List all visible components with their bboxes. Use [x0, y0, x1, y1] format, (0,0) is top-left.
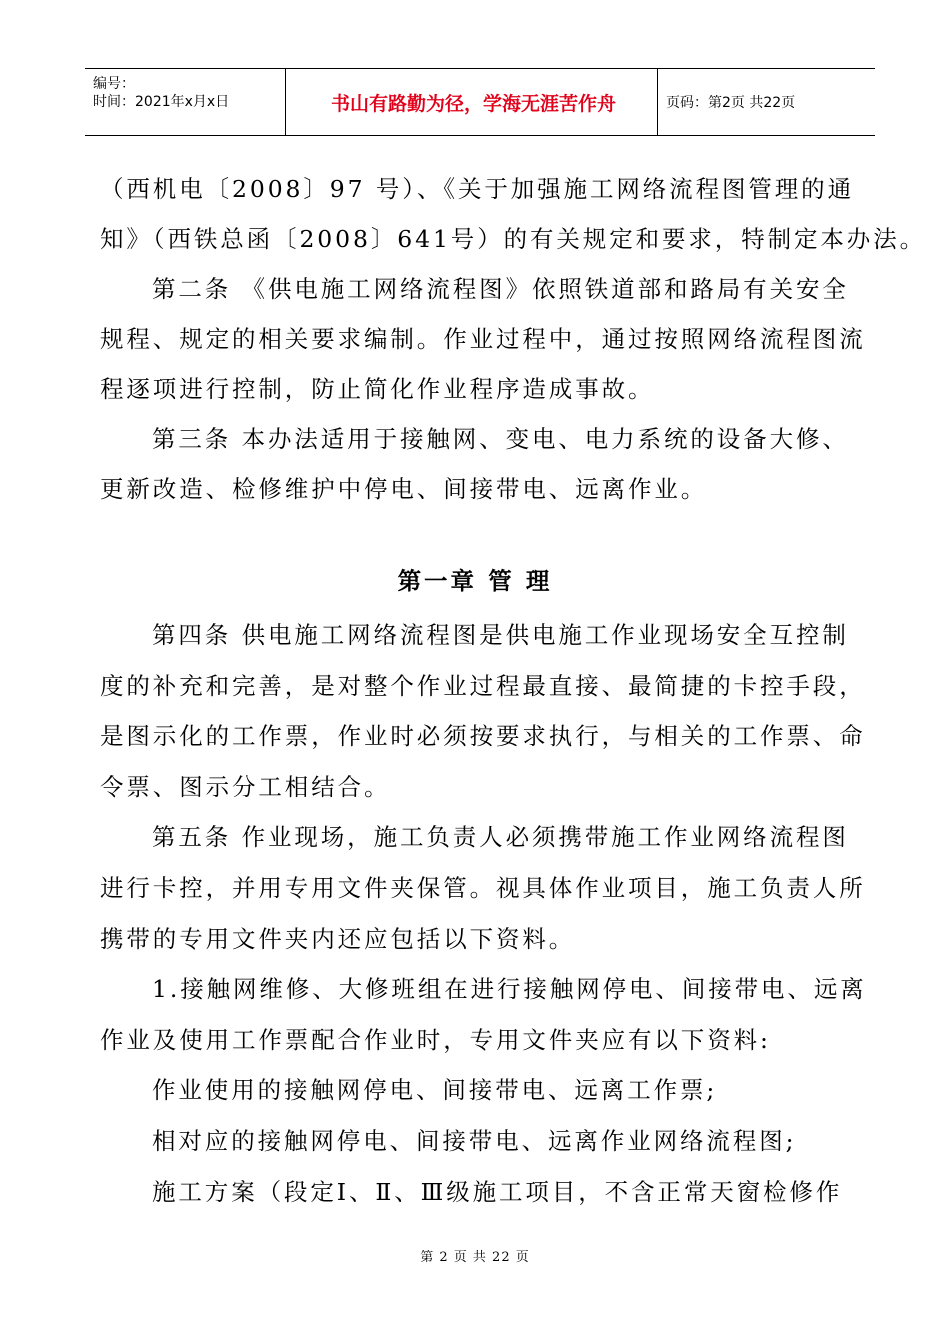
paragraph-line: 是图示化的工作票，作业时必须按要求执行，与相关的工作票、命 [100, 722, 866, 751]
body-text-top [100, 164, 927, 514]
header-meta [85, 69, 286, 135]
page-header [85, 68, 875, 136]
paragraph-line: 第四条 供电施工网络流程图是供电施工作业现场安全互控制 [152, 621, 849, 649]
paragraph-line: 程逐项进行控制，防止简化作业程序造成事故。 [100, 375, 655, 403]
paragraph-line: 知》（西铁总函〔2008〕641号）的有关规定和要求，特制定本办法。 [100, 225, 927, 253]
paragraph-line: 第三条 本办法适用于接触网、变电、电力系统的设备大修、 [152, 425, 849, 453]
document-number: 编号： [93, 76, 135, 92]
paragraph-line: 施工方案（段定Ⅰ、Ⅱ、Ⅲ级施工项目，不含正常天窗检修作 [152, 1177, 843, 1206]
paragraph-line: 令票、图示分工相结合。 [100, 772, 391, 801]
header-motto: 书山有路勤为径，学海无涯苦作舟 [286, 69, 658, 135]
paragraph-line: 相对应的接触网停电、间接带电、远离作业网络流程图; [152, 1126, 797, 1155]
paragraph-line: 第二条 《供电施工网络流程图》依照铁道部和路局有关安全 [152, 275, 849, 303]
paragraph-line: 作业及使用工作票配合作业时，专用文件夹应有以下资料: [100, 1025, 771, 1054]
paragraph-line: 更新改造、检修维护中停电、间接带电、远离作业。 [100, 475, 708, 503]
paragraph-line: 度的补充和完善，是对整个作业过程最直接、最简捷的卡控手段， [100, 671, 866, 700]
paragraph-line: 1.接触网维修、大修班组在进行接触网停电、间接带电、远离 [152, 975, 867, 1004]
paragraph-line: 规程、规定的相关要求编制。作业过程中，通过按照网络流程图流 [100, 325, 866, 353]
header-page-number: 页码：第2页 共22页 [666, 95, 796, 111]
chapter-title: 第一章 管 理 [397, 567, 553, 595]
body-text-bottom [100, 610, 867, 1217]
paragraph-line: 第五条 作业现场，施工负责人必须携带施工作业网络流程图 [152, 823, 849, 852]
paragraph-line: 作业使用的接触网停电、间接带电、远离工作票; [152, 1076, 718, 1105]
document-time: 时间：2021年x月x日 [93, 94, 230, 110]
page-footer: 第 2 页 共 22 页 [420, 1250, 530, 1265]
paragraph-line: 进行卡控，并用专用文件夹保管。视具体作业项目，施工负责人所 [100, 873, 866, 902]
paragraph-line: 携带的专用文件夹内还应包括以下资料。 [100, 924, 576, 953]
paragraph-line: （西机电〔2008〕97 号）、《关于加强施工网络流程图管理的通 [100, 175, 854, 203]
